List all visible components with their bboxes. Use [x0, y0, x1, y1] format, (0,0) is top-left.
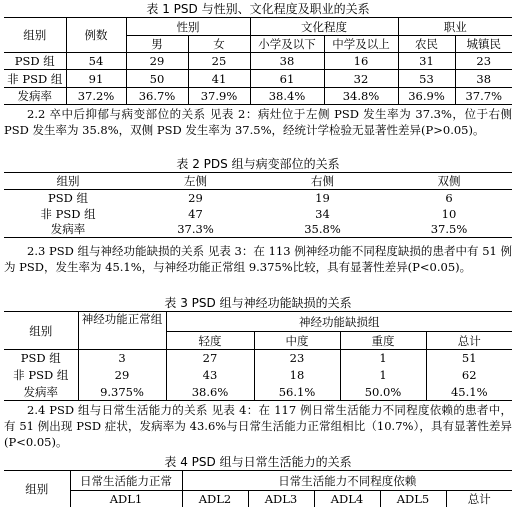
table-cell: 37.3% [132, 222, 259, 238]
table2 [4, 172, 512, 238]
table-cell: 16 [324, 53, 398, 70]
table-cell: 38 [455, 70, 512, 88]
t1-header-group: 组别 [4, 18, 66, 53]
table-cell: 19 [315, 190, 330, 205]
table-cell: 34.8% [324, 88, 398, 105]
table-cell: 10 [441, 206, 457, 221]
table-cell: 29 [126, 53, 188, 70]
paragraph-2-4: 2.4 PSD 组与日常生活能力的关系 见表 4：在 117 例日常生活能力不同程度依赖的患者中，有 51 例出现 PSD 症状，发病率为 43.6%与日常生活能力正常组相比（10.7%），具有显著性差异(P<0.05)。 [4, 403, 512, 449]
t4-sub-adl5: ADL5 [380, 491, 446, 507]
table-cell: 36.7% [126, 88, 188, 105]
row-label: 非 PSD 组 [40, 206, 96, 221]
table-cell: 29 [78, 367, 166, 384]
table-cell: 62 [426, 367, 512, 384]
table-cell: 3 [78, 350, 166, 367]
row-label: 发病率 [4, 384, 78, 401]
table-cell: 25 [188, 53, 250, 70]
table-row [4, 88, 512, 105]
table-row [4, 367, 512, 384]
t1-header-cases: 例数 [66, 18, 126, 53]
table-cell: 37.2% [66, 88, 126, 105]
table-cell: 27 [166, 350, 254, 367]
t4-header-dependent: 日常生活能力不同程度依赖 [182, 471, 512, 491]
t3-header-deficit: 神经功能缺损组 [166, 312, 512, 332]
t1-sub-secondary: 中学及以上 [324, 36, 398, 53]
table-cell: 29 [188, 190, 203, 205]
t3-sub-severe: 重度 [340, 332, 426, 350]
table-cell: 38 [250, 53, 324, 70]
table-cell: 23 [254, 350, 340, 367]
t1-sub-primary: 小学及以下 [250, 36, 324, 53]
table3-title: 表 3 PSD 组与神经功能缺损的关系 [164, 296, 352, 310]
table-cell: 37.9% [188, 88, 250, 105]
t1-sub-male: 男 [126, 36, 188, 53]
table-cell: 50.0% [340, 384, 426, 401]
t3-header-normal: 神经功能正常组 [78, 312, 166, 350]
t3-sub-mild: 轻度 [166, 332, 254, 350]
table-cell: 51 [426, 350, 512, 367]
table-cell: 1 [340, 350, 426, 367]
table4-title: 表 4 PSD 组与日常生活能力的关系 [164, 455, 352, 469]
table-cell: 38.4% [250, 88, 324, 105]
table-row [4, 222, 512, 238]
table-cell: 1 [340, 367, 426, 384]
table-cell: 32 [324, 70, 398, 88]
t4-header-normal: 日常生活能力正常 [70, 471, 182, 491]
t1-sub-urban: 城镇民 [455, 36, 512, 53]
paragraph-2-2: 2.2 卒中后抑郁与病变部位的关系 见表 2：病灶位于左侧 PSD 发生率为 37.3%，位于右侧 PSD 发生率为 35.8%，双侧 PSD 发生率为 37.5%，经统计学检验无显著性差异(P>0.05)。 [4, 107, 512, 137]
table-cell: 56.1% [254, 384, 340, 401]
t2-header-right: 右侧 [259, 173, 386, 190]
table2-title: 表 2 PDS 组与病变部位的关系 [176, 157, 340, 171]
row-label: 非 PSD 组 [4, 70, 66, 88]
t1-sub-female: 女 [188, 36, 250, 53]
table-cell: 23 [455, 53, 512, 70]
row-label: PSD 组 [20, 351, 61, 366]
table-cell: 91 [66, 70, 126, 88]
t2-header-left: 左侧 [132, 173, 259, 190]
table-cell: 9.375% [78, 384, 166, 401]
t2-header-bilateral: 双侧 [386, 173, 512, 190]
table-cell: 6 [445, 190, 453, 205]
row-label: PSD 组 [48, 190, 88, 205]
t3-header-group: 组别 [4, 312, 78, 350]
t1-header-occupation: 职业 [398, 18, 512, 36]
table-cell: 34 [315, 206, 330, 221]
table-cell: 45.1% [426, 384, 512, 401]
table-cell: 43 [166, 367, 254, 384]
t4-sub-adl2: ADL2 [182, 491, 248, 507]
t4-header-group: 组别 [4, 471, 70, 507]
table-cell: 61 [250, 70, 324, 88]
t4-sub-adl3: ADL3 [248, 491, 314, 507]
table-row [4, 70, 512, 88]
row-label: PSD 组 [4, 53, 66, 70]
table-cell: 38.6% [166, 384, 254, 401]
table1-title: 表 1 PSD 与性别、文化程度及职业的关系 [146, 2, 370, 16]
table-cell: 54 [66, 53, 126, 70]
paragraph-2-3: 2.3 PSD 组与神经功能缺损的关系 见表 3：在 113 例神经功能不同程度缺损的患者中有 51 例为 PSD，发生率为 45.1%，与神经功能正常组 9.375%比较，具有显著性差异(P<0.05)。 [4, 244, 512, 274]
table-cell: 18 [254, 367, 340, 384]
t2-header-group: 组别 [4, 173, 132, 190]
table-cell: 50 [126, 70, 188, 88]
table1 [4, 17, 512, 105]
table-cell: 31 [398, 53, 455, 70]
table4 [4, 470, 512, 507]
table-cell: 53 [398, 70, 455, 88]
t3-sub-moderate: 中度 [254, 332, 340, 350]
table-cell: 47 [188, 206, 203, 221]
t4-sub-total: 总计 [446, 491, 512, 507]
table-cell: 41 [188, 70, 250, 88]
t4-sub-adl1: ADL1 [70, 491, 182, 507]
t1-header-gender: 性别 [126, 18, 250, 36]
table-cell: 36.9% [398, 88, 455, 105]
t1-sub-farmer: 农民 [398, 36, 455, 53]
row-label: 发病率 [4, 222, 132, 238]
t1-header-education: 文化程度 [250, 18, 398, 36]
table3 [4, 311, 512, 401]
table-row [4, 53, 512, 70]
row-label: 发病率 [4, 88, 66, 105]
row-label: 非 PSD 组 [13, 368, 69, 382]
table-cell: 37.5% [386, 222, 512, 238]
table-row [4, 190, 512, 206]
t3-sub-total: 总计 [426, 332, 512, 350]
table-row [4, 384, 512, 401]
table-row [4, 350, 512, 367]
t4-sub-adl4: ADL4 [314, 491, 380, 507]
table-row [4, 206, 512, 222]
table-cell: 35.8% [259, 222, 386, 238]
table-cell: 37.7% [455, 88, 512, 105]
